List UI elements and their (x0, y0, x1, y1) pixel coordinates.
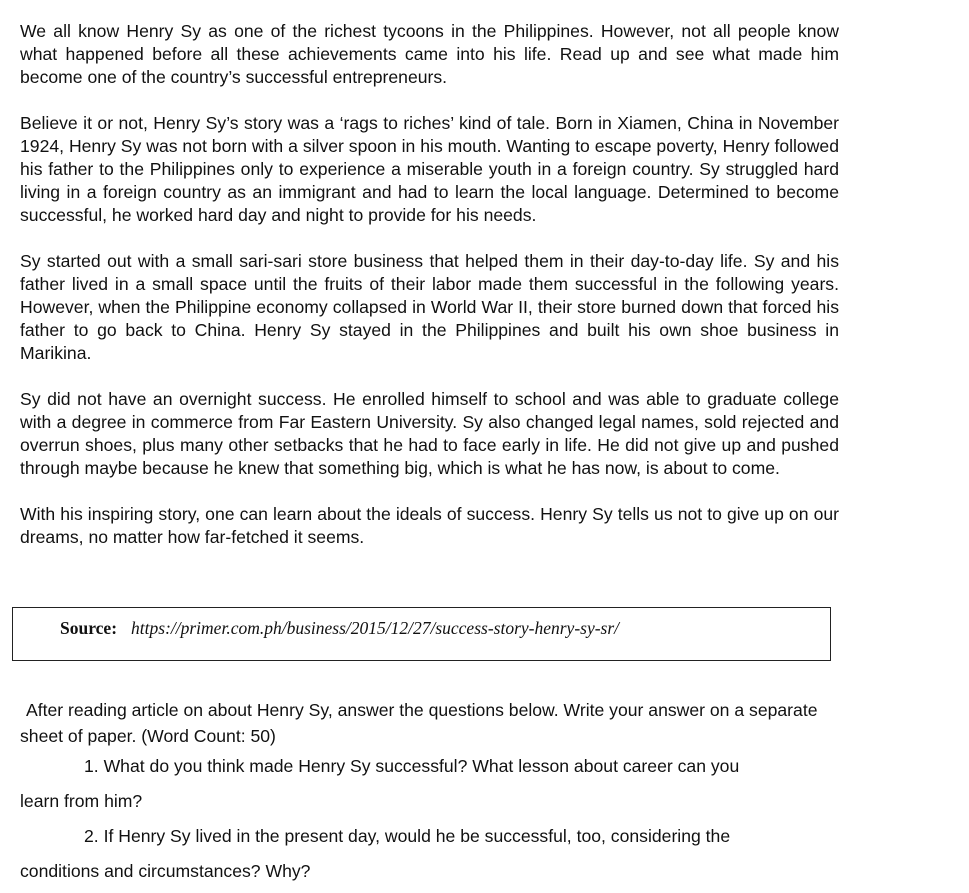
question-2-continuation: conditions and circumstances? Why? (20, 861, 311, 881)
article-paragraph-2: Believe it or not, Henry Sy’s story was a ‘rags to riches’ kind of tale. Born in Xiamen, China in November 1924, Henry Sy was not born with a silver spoon in his mouth. Wanting to escape poverty, Henry followed his father to the Philippines only to experience a miserable youth in a foreign country. Sy struggled hard living in a foreign country as an immigrant and had to learn the local language. Determined to become successful, he worked hard day and night to provide for his needs. (20, 113, 839, 225)
source-label: Source: (60, 618, 118, 638)
article-paragraph-4: Sy did not have an overnight success. He enrolled himself to school and was able to graduate college with a degree in commerce from Far Eastern University. Sy also changed legal names, sold rejected and overrun shoes, plus many other setbacks that he had to face early in life. He did not give up and pushed through maybe because he knew that something big, which is what he has now, is about to come. (20, 389, 839, 478)
question-2 (20, 819, 845, 889)
question-1-first-line (20, 749, 845, 784)
question-1-text: What do you think made Henry Sy successful? What lesson about career can you (103, 756, 740, 776)
instructions-section (20, 697, 845, 889)
article-body (20, 20, 839, 572)
question-1 (20, 749, 845, 819)
question-2-number: 2. (84, 826, 99, 846)
article-paragraph-5: With his inspiring story, one can learn about the ideals of success. Henry Sy tells us not to give up on our dreams, no matter how far-fetched it seems. (20, 504, 839, 547)
source-line (60, 618, 619, 639)
question-2-text: If Henry Sy lived in the present day, would he be successful, too, considering the (103, 826, 731, 846)
article-paragraph-3: Sy started out with a small sari-sari store business that helped them in their day-to-day life. Sy and his father lived in a small space until the fruits of their labor made them successful in the following years. However, when the Philippine economy collapsed in World War II, their store burned down that forced his father to go back to China. Henry Sy stayed in the Philippines and built his own shoe business in Marikina. (20, 251, 839, 363)
instructions-intro: After reading article on about Henry Sy, answer the questions below. Write your answer on a separate sheet of paper. (Word Count: 50) (20, 700, 818, 746)
question-1-continuation: learn from him? (20, 791, 143, 811)
question-1-number: 1. (84, 756, 99, 776)
article-paragraph-1: We all know Henry Sy as one of the richest tycoons in the Philippines. However, not all people know what happened before all these achievements came into his life. Read up and see what made him become one of the country’s successful entrepreneurs. (20, 21, 839, 87)
source-box (12, 607, 831, 661)
source-url: https://primer.com.ph/business/2015/12/27/success-story-henry-sy-sr/ (131, 618, 620, 638)
question-2-first-line (20, 819, 845, 854)
